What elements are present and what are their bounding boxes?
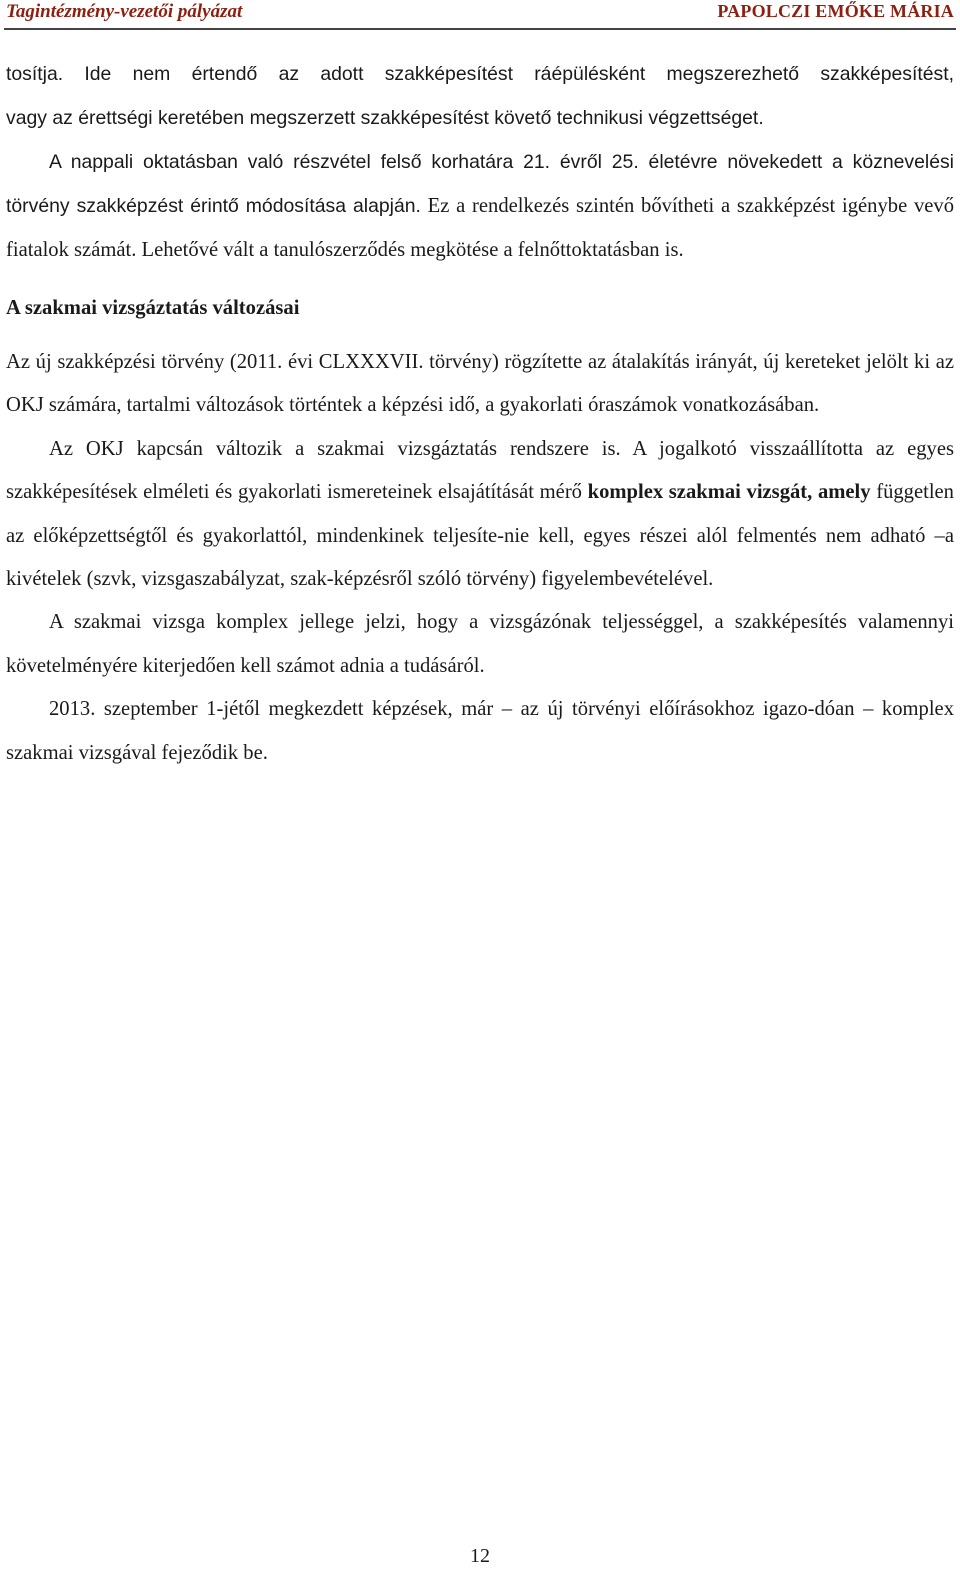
paragraph-line: vagy az érettségi keretében megszerzett szakképesítést követő technikusi végzettséget.	[6, 107, 764, 129]
section-heading: A szakmai vizsgáztatás változásai	[6, 297, 300, 319]
paragraph-exam-system-text-2: független az előképzettségtől és gyakorlattól, mindenkinek teljesíte-nie kell, egyes részei alól felmentés nem adható –a kivételek (szvk, vizsgaszabályzat, szak-képzésről szóló törvény) figyelembevételével.	[6, 481, 954, 591]
paragraph-age-limit-text-2: Ez a rendelkezés szintén bővítheti a szakképzést igénybe vevő fiatalok számát. Lehetővé vált a tanulószerződés megkötése a felnőttoktatásban is.	[6, 195, 954, 261]
paragraph-exam-system-text: Az OKJ kapcsán változik a szakmai vizsgáztatás rendszere is. A jogalkotó visszaállította az egyes szakképesítések elméleti és gyakorlati ismereteinek elsajátítását mérő	[6, 437, 954, 504]
paragraph-2013: 2013. szeptember 1-jétől megkezdett képzések, már – az új törvényi előírásokhoz igazo-dóan – komplex szakmai vizsgával fejeződik be.	[6, 698, 954, 764]
page-header	[0, 0, 960, 26]
page-number: 12	[470, 1545, 490, 1567]
paragraph-exam-system	[6, 428, 954, 602]
continued-paragraph	[6, 52, 954, 140]
paragraph-age-limit-text: A nappali oktatásban való részvétel felső korhatára 21. évről 25. életévre növekedett a köznevelési törvény szakképzést érintő módosítása alapján.	[6, 151, 954, 217]
paragraph-age-limit	[6, 140, 954, 272]
header-divider	[4, 28, 956, 30]
paragraph-law: Az új szakképzési törvény (2011. évi CLXXXVII. törvény) rögzítette az átalakítás irányát, új kereteket jelölt ki az OKJ számára, tartalmi változások történtek a képzési idő, a gyakorlati óraszámok vonatkozásában.	[6, 351, 954, 417]
header-title: Tagintézmény-vezetői pályázat	[6, 1, 243, 22]
paragraph-exam-system-bold: komplex szakmai vizsgát, amely	[587, 481, 871, 504]
header-author: PAPOLCZI EMŐKE MÁRIA	[717, 1, 954, 21]
paragraph-line: tosítja. Ide nem értendő az adott szakképesítést ráépülésként megszerezhető szakképesítést,	[6, 63, 954, 85]
document-body	[6, 52, 954, 775]
paragraph-complex-exam: A szakmai vizsga komplex jellege jelzi, hogy a vizsgázónak teljességgel, a szakképesítés valamennyi követelményére kiterjedően kell számot adnia a tudásáról.	[6, 611, 954, 677]
